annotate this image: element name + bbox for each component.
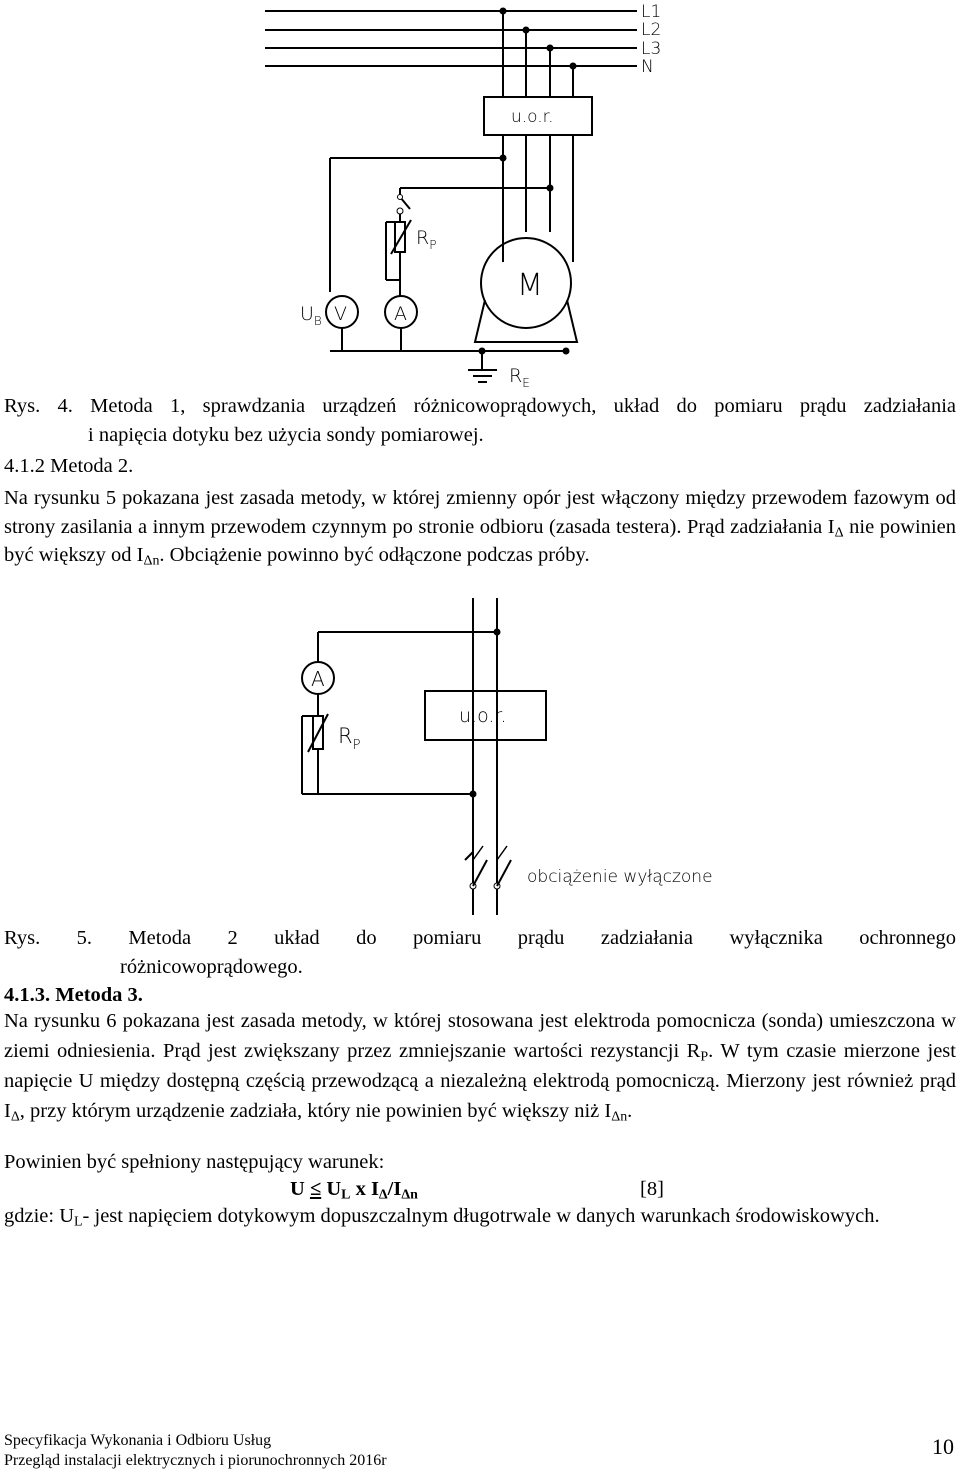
rcd-label: u.o.r. [511, 107, 554, 127]
figure-5-diagram [0, 590, 960, 920]
motor-label: M [517, 268, 543, 303]
page-number: 10 [932, 1434, 954, 1459]
caption-5-line-2: różnicowoprądowego. [120, 956, 303, 978]
footer-line-1: Specyfikacja Wykonania i Odbioru Usług [4, 1432, 272, 1449]
figure-4-diagram [0, 0, 960, 392]
footer-line-2: Przegląd instalacji elektrycznych i piorunochronnych 2016r [4, 1452, 387, 1469]
motor-base [475, 300, 577, 342]
caption-4-line-1: Rys. 4. Metoda 1, sprawdzania urządzeń różnicowoprądowych, układ do pomiaru prądu zadziałania [4, 395, 956, 417]
label-l3: L3 [641, 39, 662, 59]
rp-label: $R_P$ [338, 724, 361, 753]
label-l1: L1 [641, 2, 662, 22]
section-413-paragraph-3: gdzie: $U_L-$ jest napięciem dotykowym dopuszczalnym długotrwale w danych warunkach środowiskowych. [4, 1205, 880, 1230]
label-l2: L2 [641, 20, 662, 40]
formula: $U \le U_L$ x $I_\Delta/I_{\Delta n}$ [290, 1178, 418, 1203]
ammeter-label: A [311, 667, 325, 691]
section-heading-413: 4.1.3. Metoda 3. [4, 984, 143, 1006]
section-413-paragraph-1: Na rysunku 6 pokazana jest zasada metody, w której stosowana jest elektroda pomocnicza (sonda) umieszczona w ziemi odniesienia. Prąd jest zwiększany przez zmniejszanie wartości rezystancji $R_P$. W tym czasie mierzone jest napięcie U między dostępną częścią przewodzącą a niezależną elektrodą pomocniczą. Mierzony jest również prąd $I_\Delta$, przy którym urządzenie zadziała, który nie powinien być większy niż $I_{\Delta n}$. [4, 1010, 956, 1125]
rcd-label: u.o.r. [459, 705, 507, 727]
rp-label: $R_P$ [416, 227, 437, 252]
formula-reference: [8] [640, 1178, 664, 1200]
caption-5-line-1: Rys. 5. Metoda 2 układ do pomiaru prądu zadziałania wyłącznika ochronnego [4, 927, 956, 949]
voltmeter-label: V [334, 303, 347, 325]
ub-label: $U_B$ [300, 303, 322, 328]
section-heading-412: 4.1.2 Metoda 2. [4, 455, 134, 477]
section-413-paragraph-2: Powinien być spełniony następujący warunek: [4, 1151, 385, 1173]
label-n: N [641, 57, 654, 77]
caption-4-line-2: i napięcia dotyku bez użycia sondy pomiarowej. [88, 424, 484, 446]
re-label: $R_E$ [509, 365, 530, 390]
load-label: obciążenie wyłączone [527, 867, 713, 887]
section-412-paragraph: Na rysunku 5 pokazana jest zasada metody, w której zmienny opór jest włączony między przewodem fazowym od strony zasilania a innym przewodem czynnym po stronie odbioru (zasada testera). Prąd zadziałania $I_\Delta$ nie powinien być większy od $I_{\Delta n}$. Obciążenie powinno być odłączone podczas próby. [4, 487, 957, 569]
ammeter-label: A [394, 303, 407, 325]
